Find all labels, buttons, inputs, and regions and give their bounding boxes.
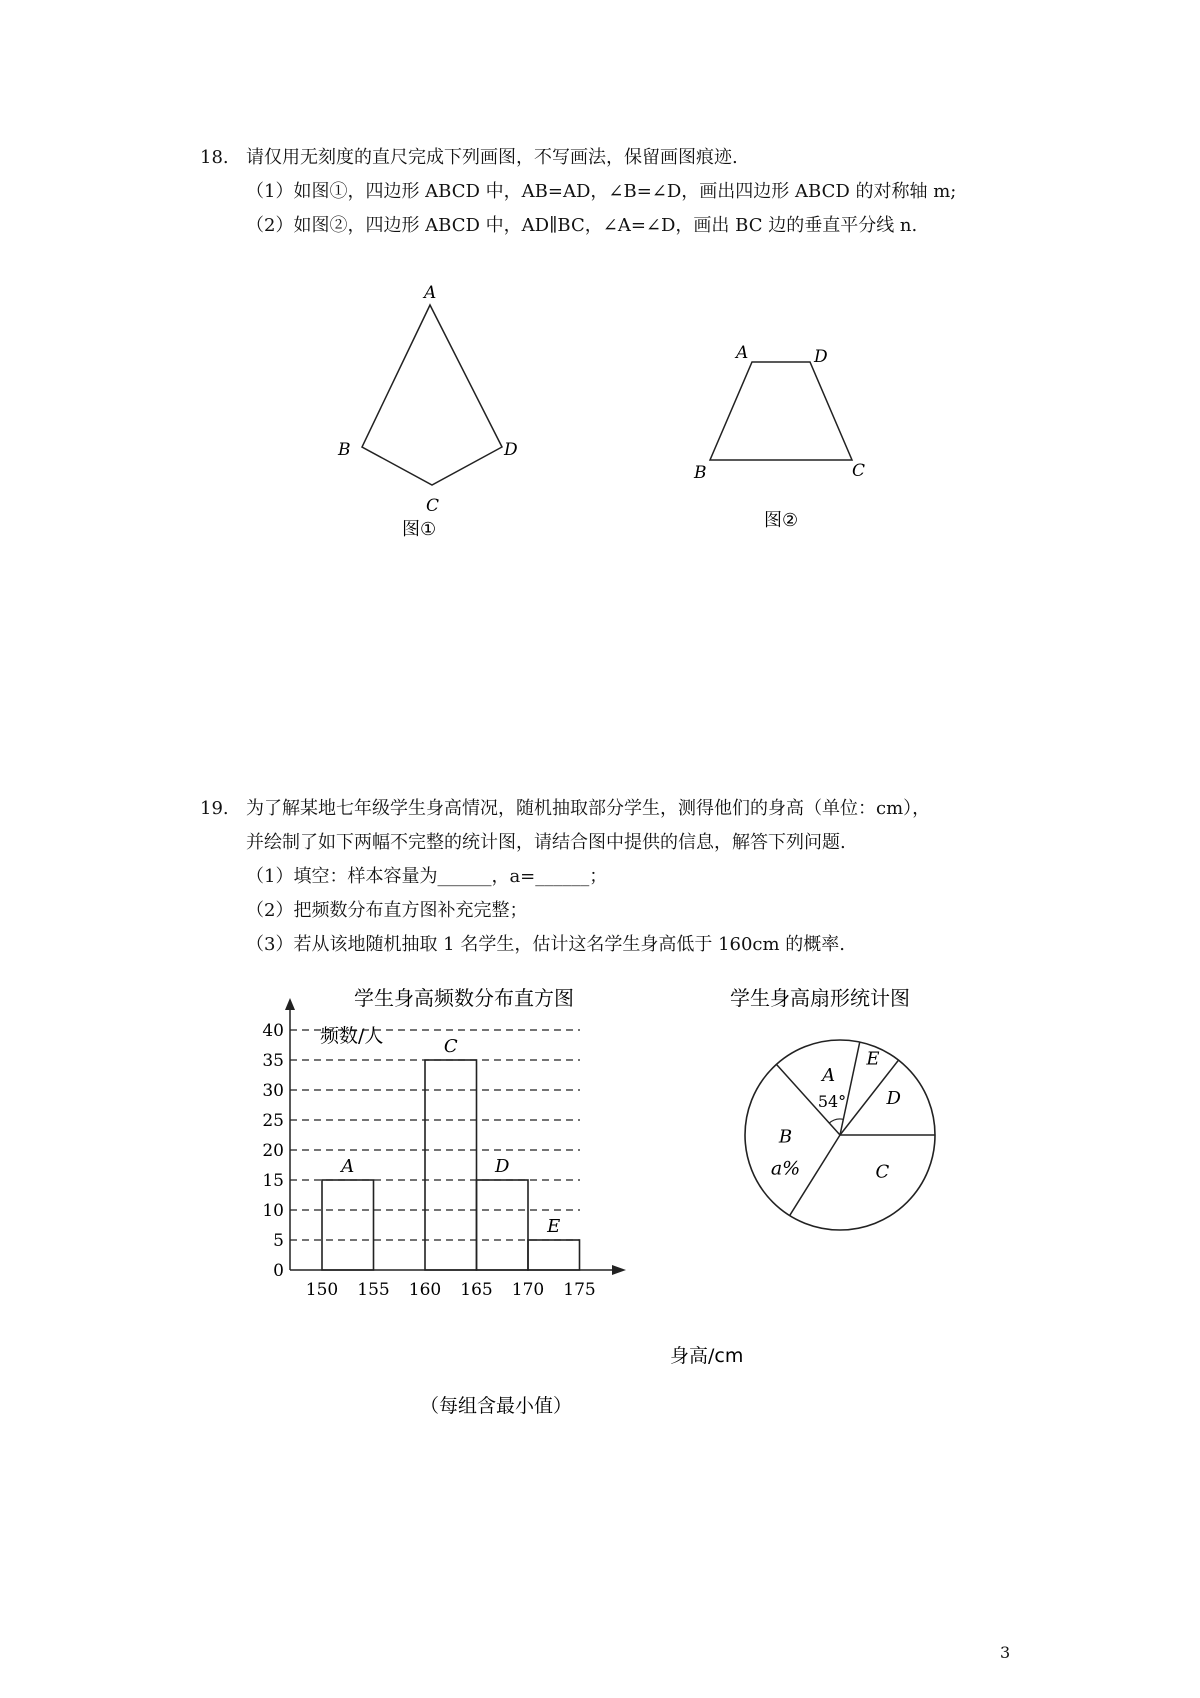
pie-title: 学生身高扇形统计图 xyxy=(730,986,910,1010)
pie-slice-boundary xyxy=(840,1042,860,1135)
y-tick-label: 35 xyxy=(262,1051,284,1071)
histogram-title: 学生身高频数分布直方图 xyxy=(354,986,574,1010)
x-tick-label: 160 xyxy=(408,1280,442,1300)
q18-number: 18. xyxy=(200,147,229,168)
x-tick-label: 170 xyxy=(511,1280,545,1300)
bar-label: C xyxy=(443,1036,458,1057)
figure-1-kite xyxy=(330,275,530,540)
fig1-label-b: B xyxy=(338,440,351,460)
pie-slice-label: B xyxy=(778,1126,793,1148)
bar-label: E xyxy=(547,1216,561,1237)
pie-plot-area xyxy=(745,1040,935,1230)
q18-stem: 请仅用无刻度的直尺完成下列画图，不写画法，保留画图痕迹. xyxy=(246,147,738,168)
y-tick-label: 40 xyxy=(262,1021,284,1041)
bar-label: A xyxy=(341,1156,355,1177)
y-tick-label: 25 xyxy=(262,1111,284,1131)
x-tick-label: 155 xyxy=(357,1280,390,1300)
figure-2-trapezoid xyxy=(680,340,880,540)
q19-part2: （2）把频数分布直方图补充完整； xyxy=(246,900,528,921)
pie-slice-label: D xyxy=(886,1088,901,1109)
q19-number: 19. xyxy=(200,798,229,819)
fig1-label-a: A xyxy=(424,283,437,303)
histogram-bar xyxy=(322,1180,374,1270)
histogram-chart xyxy=(262,980,770,1420)
pie-angle-label: 54° xyxy=(817,1092,847,1111)
q19-stem-line1: 为了解某地七年级学生身高情况，随机抽取部分学生，测得他们的身高（单位：cm）， xyxy=(246,798,931,819)
histogram-plot-area xyxy=(262,998,626,1300)
q19-part1: （1）填空：样本容量为______，a=______； xyxy=(246,866,608,887)
y-tick-label: 15 xyxy=(262,1171,284,1191)
fig2-label-d: D xyxy=(814,347,828,367)
pie-slice-label: A xyxy=(822,1065,836,1087)
fig2-label-c: C xyxy=(852,461,866,481)
fig2-label-a: A xyxy=(736,343,749,363)
pie-chart xyxy=(710,980,970,1300)
histogram-note: （每组含最小值） xyxy=(420,1395,573,1417)
fig1-caption: 图① xyxy=(402,519,437,540)
pie-slice-label: C xyxy=(875,1161,890,1183)
page-number: 3 xyxy=(1000,1643,1011,1662)
x-tick-label: 165 xyxy=(460,1280,493,1300)
histogram-bar xyxy=(528,1240,580,1270)
fig2-label-b: B xyxy=(694,463,707,483)
histogram-bar xyxy=(477,1180,529,1270)
angle-arc xyxy=(829,1119,843,1123)
q19-stem-line2: 并绘制了如下两幅不完整的统计图，请结合图中提供的信息，解答下列问题. xyxy=(246,832,846,853)
y-tick-label: 20 xyxy=(262,1141,284,1161)
histogram-bar xyxy=(425,1060,477,1270)
y-tick-label: 10 xyxy=(262,1201,284,1221)
trapezoid-shape xyxy=(710,362,852,460)
q18-part2: （2）如图②，四边形 ABCD 中，AD∥BC，∠A=∠D，画出 BC 边的垂直平分线 n. xyxy=(246,215,918,236)
q18-part1: （1）如图①，四边形 ABCD 中，AB=AD，∠B=∠D，画出四边形 ABCD 的对称轴 m; xyxy=(246,181,957,202)
y-tick-label: 5 xyxy=(273,1231,284,1251)
q19-part3: （3）若从该地随机抽取 1 名学生，估计这名学生身高低于 160cm 的概率. xyxy=(246,934,846,955)
histogram-x-label: 身高/cm xyxy=(670,1345,744,1367)
pie-value-label: a% xyxy=(770,1157,801,1180)
x-tick-label: 150 xyxy=(305,1280,339,1300)
x-tick-label: 175 xyxy=(563,1280,596,1300)
y-tick-label: 30 xyxy=(262,1081,284,1101)
pie-slice-label: E xyxy=(866,1048,880,1070)
bar-label: D xyxy=(495,1156,510,1177)
fig1-label-d: D xyxy=(504,440,518,460)
histogram-y-label: 频数/人 xyxy=(320,1025,384,1047)
fig1-label-c: C xyxy=(426,496,440,516)
kite-shape xyxy=(362,305,502,485)
y-tick-label: 0 xyxy=(273,1261,284,1281)
x-axis-arrow xyxy=(612,1265,626,1275)
y-axis-arrow xyxy=(285,998,295,1010)
fig2-caption: 图② xyxy=(764,510,799,531)
